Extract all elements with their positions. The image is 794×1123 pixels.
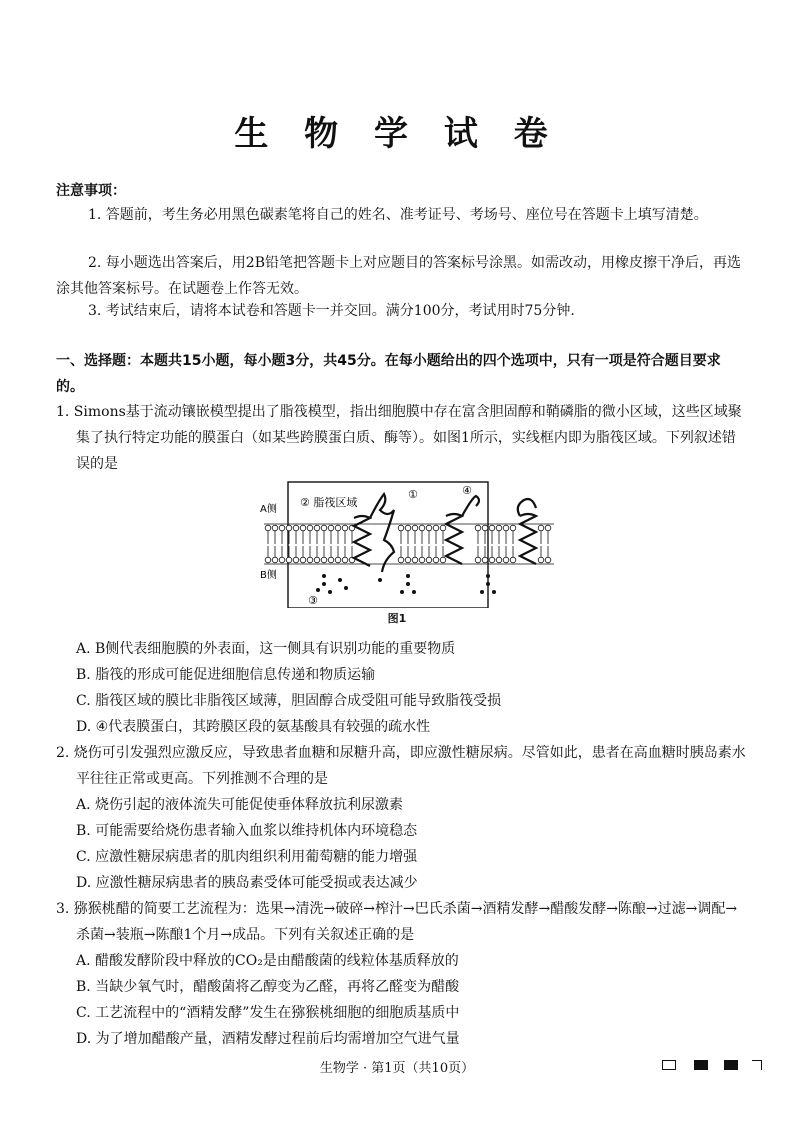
phospholipid-head — [321, 525, 327, 531]
phospholipid-head — [405, 525, 411, 531]
question-1-option-d: D. ④代表膜蛋白，其跨膜区段的氨基酸具有较强的疏水性 — [76, 719, 431, 735]
phospholipid-head — [545, 525, 551, 531]
registration-mark-solid-1 — [694, 1060, 708, 1070]
phospholipid-head — [314, 525, 320, 531]
phospholipid-head — [293, 525, 299, 531]
phospholipid-head — [482, 557, 488, 563]
phospholipid-head — [419, 525, 425, 531]
section-heading: 一、选择题：本题共15小题，每小题3分，共45分。在每小题给出的四个选项中，只有一项是符合题目要求的。 — [56, 353, 721, 395]
phospholipid-head — [426, 557, 432, 563]
notice-item-2: 2. 每小题选出答案后，用2B铅笔把答题卡上对应题目的答案标号涂黑。如需改动，用橡皮擦干净后，再选涂其他答案标号。在试题卷上作答无效。 — [56, 255, 742, 297]
phospholipid-head — [503, 557, 509, 563]
membrane-protein-outside — [518, 499, 536, 564]
question-2-option-a: A. 烧伤引起的液体流失可能促使垂体释放抗利尿激素 — [76, 797, 404, 813]
phospholipid-head — [510, 525, 516, 531]
figure-caption: 图1 — [387, 612, 407, 625]
phospholipid-head — [328, 557, 334, 563]
phospholipid-head — [412, 525, 418, 531]
phospholipid-head — [307, 525, 313, 531]
phospholipid-head — [440, 525, 446, 531]
phospholipid-head — [489, 557, 495, 563]
phospholipid-head — [503, 525, 509, 531]
phospholipid-head — [272, 525, 278, 531]
registration-mark-solid-2 — [724, 1060, 738, 1070]
phospholipid-head — [307, 557, 313, 563]
phospholipid-head — [496, 525, 502, 531]
phospholipid-head — [412, 557, 418, 563]
phospholipid-head — [440, 557, 446, 563]
question-2-option-c: C. 应激性糖尿病患者的肌肉组织利用葡萄糖的能力增强 — [76, 849, 418, 865]
lipid-raft-label: ② 脂筏区域 — [300, 496, 358, 509]
phospholipid-head — [475, 525, 481, 531]
phospholipid-head — [279, 557, 285, 563]
phospholipid-head — [433, 525, 439, 531]
phospholipid-head — [328, 525, 334, 531]
notice-item-3: 3. 考试结束后，请将本试卷和答题卡一并交回。满分100分，考试用时75分钟. — [88, 303, 575, 319]
phospholipid-head — [538, 557, 544, 563]
question-3-option-b: B. 当缺少氧气时，醋酸菌将乙醇变为乙醛，再将乙醛变为醋酸 — [76, 979, 460, 995]
phospholipid-head — [405, 557, 411, 563]
phospholipid-head — [286, 525, 292, 531]
question-1-option-c: C. 脂筏区域的膜比非脂筏区域薄，胆固醇合成受阻可能导致脂筏受损 — [76, 693, 502, 709]
phospholipid-head — [300, 525, 306, 531]
phospholipid-head — [321, 557, 327, 563]
page-footer: 生物学 · 第1页（共10页） — [319, 1061, 475, 1076]
phospholipid-head — [335, 525, 341, 531]
membrane-protein-1 — [354, 494, 394, 572]
phospholipid-head — [419, 557, 425, 563]
page-title: 生 物 学 试 卷 — [234, 114, 560, 154]
protein-4-label: ④ — [462, 484, 472, 497]
membrane-protein-4 — [446, 496, 479, 564]
side-a-label: A侧 — [260, 504, 277, 515]
phospholipid-head — [426, 525, 432, 531]
phospholipid-head — [433, 557, 439, 563]
question-2 — [56, 740, 746, 896]
phospholipid-head — [510, 557, 516, 563]
phospholipid-head — [286, 557, 292, 563]
question-3-option-d: D. 为了增加醋酸产量，酒精发酵过程前后均需增加空气进气量 — [76, 1031, 460, 1047]
phospholipid-head — [314, 557, 320, 563]
question-1-stem: 1. Simons基于流动镶嵌模型提出了脂筏模型，指出细胞膜中存在富含胆固醇和鞘磷脂的微小区域，这些区域聚集了执行特定功能的膜蛋白（如某些跨膜蛋白质、酶等）。如图1所示，实线框内即为脂筏区域。下列叙述错误的是 — [56, 404, 742, 472]
question-2-stem: 2. 烧伤可引发强烈应激反应，导致患者血糖和尿糖升高，即应激性糖尿病。尽管如此，患者在高血糖时胰岛素水平往往正常或更高。下列推测不合理的是 — [56, 745, 746, 787]
glycan-chains — [316, 574, 496, 594]
question-3 — [56, 896, 746, 1052]
phospholipid-head — [279, 525, 285, 531]
question-1 — [56, 399, 746, 477]
phospholipid-head — [398, 557, 404, 563]
phospholipid-head — [265, 557, 271, 563]
phospholipid-head — [489, 525, 495, 531]
question-2-option-b: B. 可能需要给烧伤患者输入血浆以维持机体内环境稳态 — [76, 823, 418, 839]
phospholipid-head — [272, 557, 278, 563]
question-1-option-b: B. 脂筏的形成可能促进细胞信息传递和物质运输 — [76, 667, 376, 683]
question-1-option-a: A. B侧代表细胞膜的外表面，这一侧具有识别功能的重要物质 — [76, 641, 456, 657]
phospholipid-head — [265, 525, 271, 531]
phospholipid-head — [482, 525, 488, 531]
membrane-bilayer — [264, 524, 554, 564]
registration-mark-outline — [662, 1060, 676, 1070]
phospholipid-head — [475, 557, 481, 563]
phospholipid-head — [342, 557, 348, 563]
protein-1-label: ① — [408, 488, 418, 501]
question-2-option-d: D. 应激性糖尿病患者的胰岛素受体可能受损或表达减少 — [76, 875, 418, 891]
question-3-stem: 3. 猕猴桃醋的简要工艺流程为：选果→清洗→破碎→榨汁→巴氏杀菌→酒精发酵→醋酸发酵→陈酿→过滤→调配→杀菌→装瓶→陈酿1个月→成品。下列有关叙述正确的是 — [56, 901, 738, 943]
phospholipid-head — [545, 557, 551, 563]
question-3-option-c: C. 工艺流程中的“酒精发酵”发生在猕猴桃细胞的细胞质基质中 — [76, 1005, 460, 1021]
question-3-option-a: A. 醋酸发酵阶段中释放的CO₂是由醋酸菌的线粒体基质释放的 — [76, 953, 459, 969]
question-1-options — [56, 636, 746, 740]
lipid-raft-figure — [258, 476, 558, 608]
glycolipid-3-label: ③ — [308, 594, 318, 607]
registration-mark-corner — [752, 1060, 762, 1070]
phospholipid-head — [335, 557, 341, 563]
phospholipid-head — [300, 557, 306, 563]
notice-item-1: 1. 答题前，考生务必用黑色碳素笔将自己的姓名、准考证号、考场号、座位号在答题卡上填写清楚。 — [88, 207, 708, 223]
phospholipid-head — [496, 557, 502, 563]
phospholipid-head — [293, 557, 299, 563]
side-b-label: B侧 — [260, 570, 277, 581]
phospholipid-head — [398, 525, 404, 531]
phospholipid-head — [538, 525, 544, 531]
phospholipid-head — [342, 525, 348, 531]
notice-heading: 注意事项： — [56, 183, 126, 199]
